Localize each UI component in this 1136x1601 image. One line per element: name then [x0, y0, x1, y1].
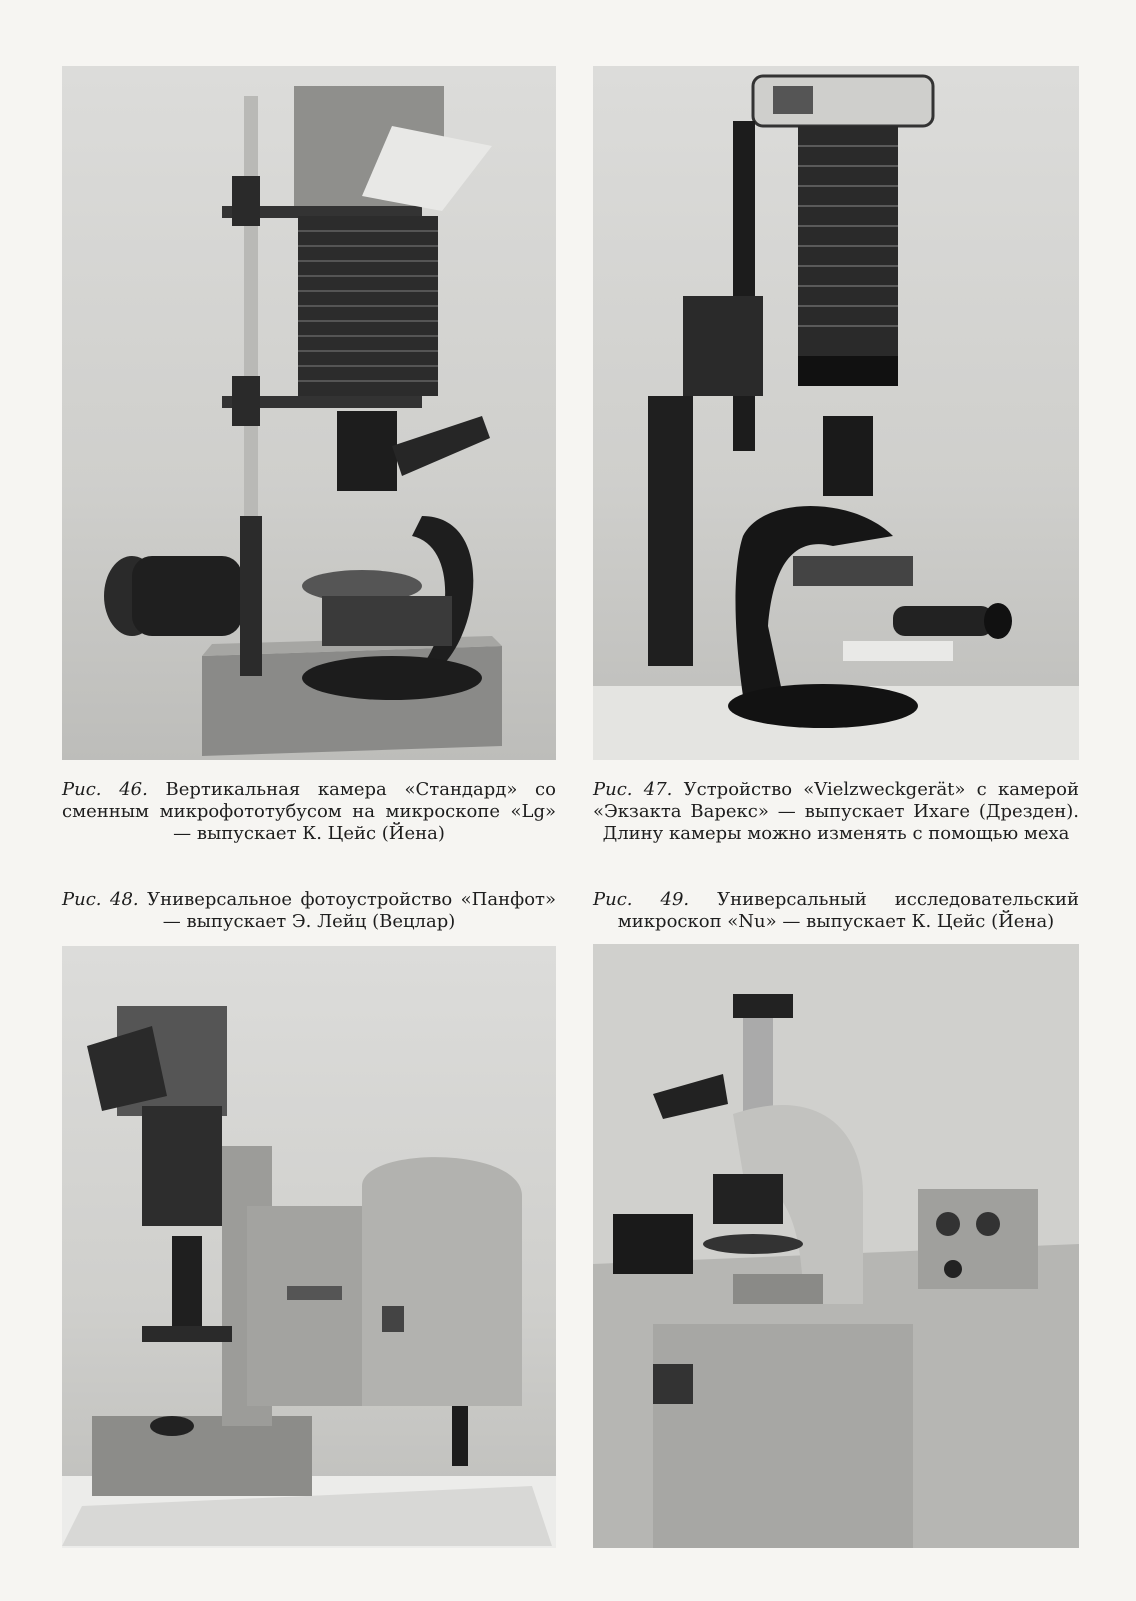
- figure-49-text: Универсальный исследовательский микроскоп «Nu» — выпускает К. Цейс (Йена): [617, 889, 1079, 932]
- figure-49-photo: [593, 944, 1079, 1548]
- figure-48-photo: [62, 946, 556, 1548]
- figure-46-caption: [62, 779, 556, 845]
- figure-47-number: Рис. 47.: [593, 779, 673, 800]
- figure-46-number: Рис. 46.: [62, 779, 148, 800]
- panphot-apparatus-illustration: [62, 946, 556, 1548]
- figure-47-caption: [593, 779, 1079, 845]
- figure-48-text: Универсальное фотоустройство «Панфот» — выпускает Э. Лейц (Вецлар): [147, 889, 556, 932]
- figure-49-number: Рис. 49.: [593, 889, 690, 910]
- figure-49-caption: [593, 889, 1079, 933]
- nu-research-microscope-illustration: [593, 944, 1079, 1548]
- figure-46-text: Вертикальная камера «Стандард» со сменным микрофототубусом на микроскопе «Lg» — выпускает К. Цейс (Йена): [62, 779, 556, 844]
- figure-47-text: Устройство «Vielzweckgerät» с камерой «Экзакта Варекс» — выпускает Ихаге (Дрезден). Длину камеры можно изменять с помощью меха: [593, 779, 1079, 844]
- vielzweckgerat-camera-illustration: [593, 66, 1079, 760]
- figure-46-photo: [62, 66, 556, 760]
- figure-47-photo: [593, 66, 1079, 760]
- figure-48-caption: [62, 889, 556, 933]
- vertical-camera-microscope-illustration: [62, 66, 556, 760]
- figure-48-number: Рис. 48.: [62, 889, 139, 910]
